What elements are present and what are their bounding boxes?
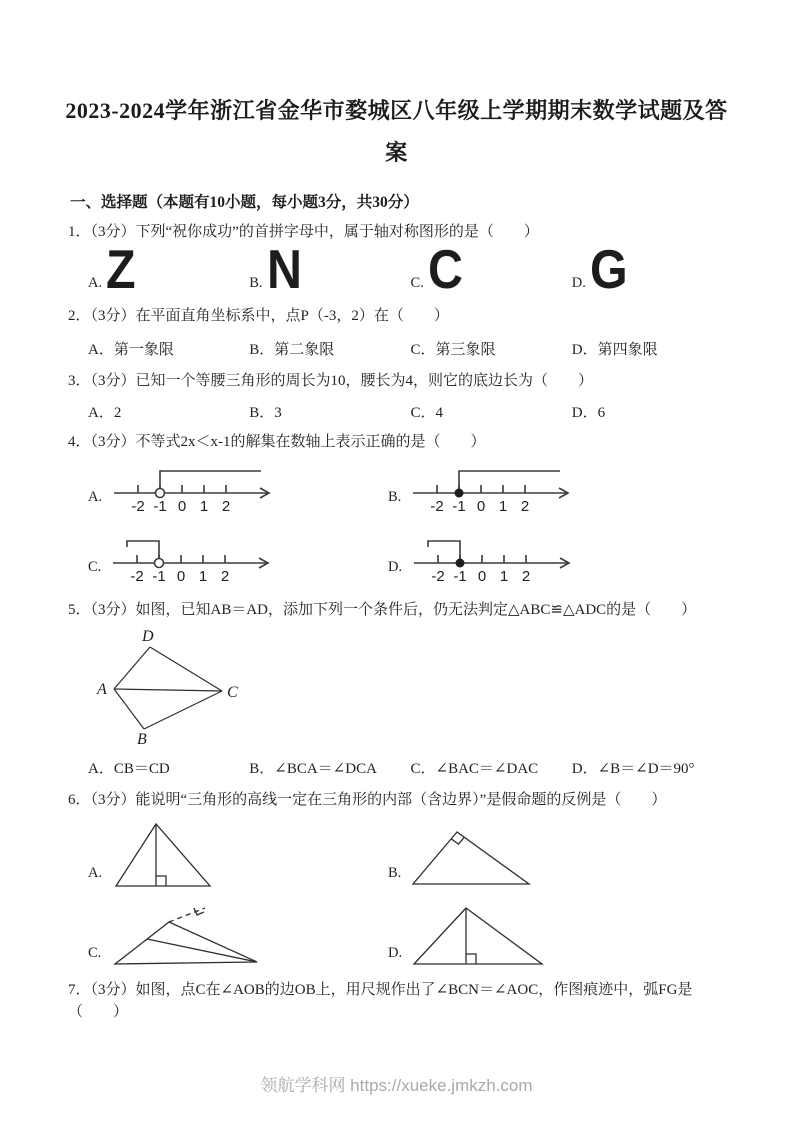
question-4: [0, 422, 793, 586]
option-b: [388, 820, 743, 890]
option-a: A．2: [88, 404, 122, 421]
tick-label: 2: [221, 567, 230, 585]
option-c: C．4: [410, 404, 444, 421]
tick-label: 1: [499, 497, 508, 515]
vertex-label-a: A: [97, 681, 107, 699]
question-1-text: 1．（3分）下列“祝你成功”的首拼字母中，属于轴对称图形的是（ ）: [68, 223, 539, 240]
option-label: C.: [88, 945, 102, 962]
option-d: D．6: [571, 404, 606, 421]
vertex-label-d: D: [142, 628, 154, 646]
tick-label: 2: [521, 497, 530, 515]
question-3: [0, 359, 793, 422]
option-letter-glyph: C: [427, 238, 462, 301]
option-d: [388, 902, 743, 970]
question-7-text: 7．（3分）如图，点C在∠AOB的边OB上，用尺规作出了∠BCN＝∠AOC，作图痕迹中，弧FG是（ ）: [68, 982, 693, 1020]
option-b: [388, 462, 743, 516]
option-label: A.: [88, 488, 103, 505]
tick-label: -2: [431, 567, 445, 585]
numberline-closed-dot-ray-left: [408, 532, 588, 586]
question-5-text: 5．（3分）如图，已知AB＝AD，添加下列一个条件后，仍无法判定△ABC≌△ADC的是（ ）: [68, 601, 697, 618]
option-b: B．∠BCA＝∠DCA: [249, 761, 377, 778]
page-title: 2023-2024学年浙江省金华市婺城区八年级上学期期末数学试题及答案: [65, 98, 728, 165]
question-6: [0, 778, 793, 970]
question-5: [0, 586, 793, 779]
vertex-label-c: C: [227, 684, 238, 702]
tick-label: -2: [131, 497, 145, 515]
question-6-options: [88, 812, 743, 970]
question-7: [0, 970, 793, 1024]
question-2-text: 2．（3分）在平面直角坐标系中，点P（-3，2）在（ ）: [68, 308, 449, 325]
option-d: D．第四象限: [571, 342, 658, 359]
open-endpoint: [155, 558, 164, 567]
open-endpoint: [156, 488, 165, 497]
question-4-options: [88, 454, 743, 586]
option-label: D.: [571, 274, 586, 291]
option-b: B．3: [249, 404, 282, 421]
option-a: A．第一象限: [88, 342, 174, 359]
option-label: C.: [88, 558, 102, 575]
option-label: A.: [88, 865, 103, 882]
option-a: [88, 238, 249, 301]
tick-label: 0: [177, 567, 186, 585]
option-d: [388, 532, 743, 586]
tick-label: 0: [477, 497, 486, 515]
tick-label: 2: [521, 567, 531, 585]
question-5-figure: [80, 625, 793, 747]
kite-figure: [80, 625, 260, 747]
question-1: [0, 212, 793, 301]
option-b: B．第二象限: [249, 342, 335, 359]
tick-label: 1: [199, 567, 208, 585]
option-label: B.: [388, 865, 402, 882]
option-label: D.: [388, 945, 403, 962]
numberline-open-circle-ray-left: [107, 532, 287, 586]
question-5-options: [88, 757, 733, 778]
vertex-label-b: B: [137, 731, 147, 748]
option-label: A.: [88, 274, 103, 291]
option-a: A．CB＝CD: [88, 761, 170, 778]
tick-label: -2: [130, 567, 144, 585]
numberline-open-circle-ray-right: [108, 462, 288, 516]
option-a: [88, 462, 388, 516]
question-3-options: [88, 401, 733, 422]
tick-label: 0: [177, 497, 187, 515]
option-c: [410, 238, 572, 301]
watermark-text: 领航学科网 https://xueke.jmkzh.com: [260, 1076, 533, 1095]
closed-endpoint: [455, 488, 464, 497]
tick-label: -1: [453, 567, 467, 585]
right-triangle-apex-figure: [407, 826, 537, 890]
tick-label: 0: [477, 567, 487, 585]
option-label: C.: [410, 274, 424, 291]
tick-label: 1: [199, 497, 209, 515]
closed-endpoint: [456, 558, 465, 567]
triangle-internal-altitude-figure: [408, 902, 548, 970]
section-heading: 一、选择题（本题有10小题，每小题3分，共30分）: [70, 193, 419, 211]
option-b: [249, 238, 410, 301]
option-letter-glyph: Z: [106, 238, 134, 301]
option-letter-glyph: G: [589, 238, 626, 301]
question-3-text: 3．（3分）已知一个等腰三角形的周长为10，腰长为4，则它的底边长为（ ）: [68, 373, 594, 390]
option-c: C．∠BAC＝∠DAC: [410, 761, 539, 778]
option-label: D.: [388, 558, 403, 575]
option-c: [88, 902, 388, 970]
numberline-closed-dot-ray-right: [407, 462, 587, 516]
option-letter-glyph: N: [266, 238, 300, 301]
tick-label: 2: [221, 497, 231, 515]
option-d: [571, 238, 733, 301]
question-6-text: 6．（3分）能说明“三角形的高线一定在三角形的内部（含边界）”是假命题的反例是（ ）: [68, 792, 667, 809]
option-c: C．第三象限: [410, 342, 496, 359]
option-label: B.: [388, 488, 402, 505]
tick-label: -1: [152, 567, 166, 585]
tick-label: -2: [430, 497, 444, 515]
question-2-options: [88, 338, 733, 359]
triangle-internal-altitude-figure: [108, 820, 228, 890]
tick-label: 1: [499, 567, 509, 585]
question-4-text: 4．（3分）不等式2x＜x-1的解集在数轴上表示正确的是（ ）: [68, 433, 486, 450]
option-d: D．∠B＝∠D＝90°: [571, 761, 695, 778]
option-a: [88, 820, 388, 890]
question-1-options: [88, 238, 733, 301]
option-c: [88, 532, 388, 586]
tick-label: -1: [153, 497, 167, 515]
tick-label: -1: [452, 497, 466, 515]
question-2: [0, 292, 793, 359]
obtuse-triangle-external-altitude-figure: [107, 906, 267, 970]
option-label: B.: [249, 274, 263, 291]
